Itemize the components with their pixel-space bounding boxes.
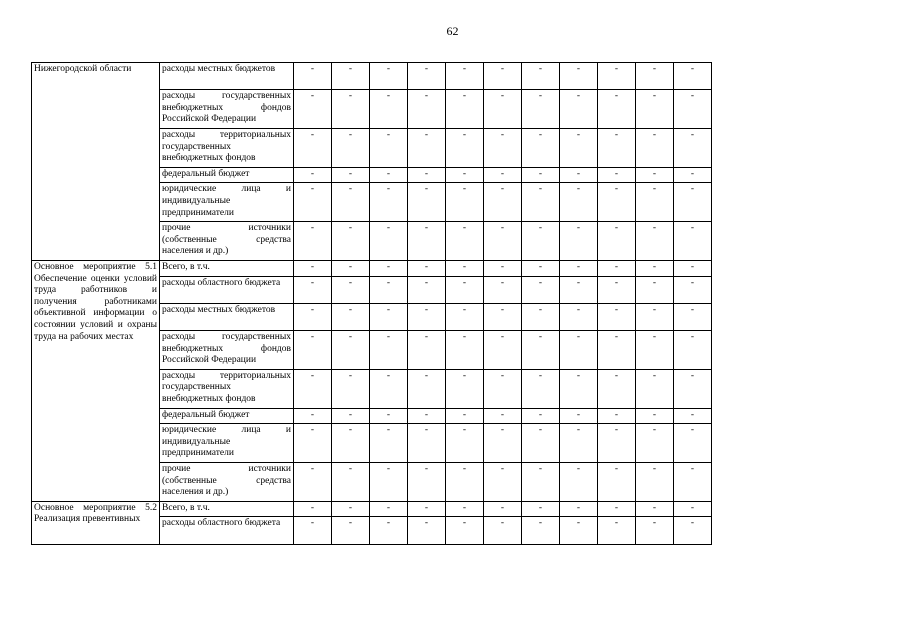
value-cell: - [408,408,446,424]
value-cell: - [446,424,484,463]
value-cell: - [560,183,598,222]
value-cell: - [560,330,598,369]
value-cell: - [598,90,636,129]
value-cell: - [674,63,712,90]
value-cell: - [674,128,712,167]
value-cell: - [484,90,522,129]
funding-source-cell: расходы областного бюджета [160,276,294,303]
value-cell: - [370,183,408,222]
value-cell: - [560,260,598,276]
value-cell: - [598,330,636,369]
value-cell: - [560,369,598,408]
value-cell: - [636,462,674,501]
value-cell: - [674,167,712,183]
value-cell: - [294,517,332,544]
value-cell: - [560,501,598,517]
value-cell: - [294,167,332,183]
value-cell: - [598,517,636,544]
value-cell: - [408,369,446,408]
value-cell: - [674,424,712,463]
value-cell: - [484,222,522,261]
funding-source-cell: Всего, в т.ч. [160,501,294,517]
value-cell: - [522,128,560,167]
value-cell: - [446,369,484,408]
value-cell: - [408,424,446,463]
value-cell: - [522,90,560,129]
value-cell: - [446,501,484,517]
value-cell: - [674,462,712,501]
funding-source-cell: Всего, в т.ч. [160,260,294,276]
value-cell: - [370,408,408,424]
value-cell: - [598,260,636,276]
value-cell: - [370,167,408,183]
value-cell: - [446,128,484,167]
funding-source-cell: юридические лица и индивидуальные предприниматели [160,183,294,222]
funding-source-cell: прочие источники (собственные средства населения и др.) [160,462,294,501]
value-cell: - [446,260,484,276]
value-cell: - [636,408,674,424]
value-cell: - [332,369,370,408]
value-cell: - [674,369,712,408]
measure-name: Нижегородской области [34,64,132,74]
funding-source-cell: расходы государственных внебюджетных фондов Российской Федерации [160,90,294,129]
value-cell: - [294,222,332,261]
value-cell: - [294,330,332,369]
value-cell: - [598,408,636,424]
value-cell: - [636,63,674,90]
value-cell: - [522,369,560,408]
value-cell: - [636,90,674,129]
value-cell: - [484,167,522,183]
value-cell: - [408,183,446,222]
value-cell: - [636,369,674,408]
value-cell: - [522,462,560,501]
value-cell: - [370,90,408,129]
value-cell: - [522,167,560,183]
value-cell: - [294,260,332,276]
value-cell: - [522,260,560,276]
value-cell: - [598,369,636,408]
value-cell: - [332,517,370,544]
value-cell: - [560,128,598,167]
value-cell: - [484,260,522,276]
value-cell: - [484,369,522,408]
value-cell: - [408,260,446,276]
value-cell: - [332,303,370,330]
value-cell: - [560,90,598,129]
measure-name-cell [32,63,160,261]
value-cell: - [522,408,560,424]
value-cell: - [522,63,560,90]
value-cell: - [446,90,484,129]
value-cell: - [446,183,484,222]
value-cell: - [370,462,408,501]
value-cell: - [408,517,446,544]
value-cell: - [636,424,674,463]
value-cell: - [636,167,674,183]
value-cell: - [294,63,332,90]
funding-source-cell: расходы территориальных государственных внебюджетных фондов [160,128,294,167]
value-cell: - [408,501,446,517]
value-cell: - [294,408,332,424]
value-cell: - [332,90,370,129]
value-cell: - [560,167,598,183]
table-row [32,260,712,276]
measure-name: Основное мероприятие 5.2 Реализация превентивных [34,502,157,525]
table-row [32,501,712,517]
value-cell: - [446,303,484,330]
value-cell: - [294,501,332,517]
value-cell: - [674,183,712,222]
value-cell: - [446,276,484,303]
measure-name-cell [32,260,160,501]
value-cell: - [332,260,370,276]
value-cell: - [332,408,370,424]
value-cell: - [560,222,598,261]
value-cell: - [446,408,484,424]
funding-source-cell: расходы территориальных государственных внебюджетных фондов [160,369,294,408]
value-cell: - [636,330,674,369]
value-cell: - [408,303,446,330]
value-cell: - [522,303,560,330]
value-cell: - [332,128,370,167]
value-cell: - [446,167,484,183]
table-row [32,63,712,90]
value-cell: - [598,276,636,303]
funding-source-cell: федеральный бюджет [160,408,294,424]
value-cell: - [560,63,598,90]
value-cell: - [598,424,636,463]
value-cell: - [674,330,712,369]
value-cell: - [598,462,636,501]
value-cell: - [408,128,446,167]
value-cell: - [408,90,446,129]
value-cell: - [294,424,332,463]
value-cell: - [294,303,332,330]
value-cell: - [674,90,712,129]
value-cell: - [560,517,598,544]
value-cell: - [332,63,370,90]
value-cell: - [446,517,484,544]
value-cell: - [370,424,408,463]
value-cell: - [522,330,560,369]
value-cell: - [332,167,370,183]
value-cell: - [294,462,332,501]
value-cell: - [674,260,712,276]
value-cell: - [370,222,408,261]
value-cell: - [484,128,522,167]
value-cell: - [674,222,712,261]
value-cell: - [598,167,636,183]
value-cell: - [370,369,408,408]
value-cell: - [446,462,484,501]
value-cell: - [294,90,332,129]
value-cell: - [332,276,370,303]
funding-source-cell: расходы государственных внебюджетных фондов Российской Федерации [160,330,294,369]
value-cell: - [674,408,712,424]
measure-name-cell [32,501,160,544]
value-cell: - [522,222,560,261]
value-cell: - [408,330,446,369]
funding-source-cell: расходы местных бюджетов [160,303,294,330]
value-cell: - [598,501,636,517]
value-cell: - [674,276,712,303]
value-cell: - [522,501,560,517]
value-cell: - [370,63,408,90]
value-cell: - [484,183,522,222]
value-cell: - [636,501,674,517]
value-cell: - [370,330,408,369]
value-cell: - [636,276,674,303]
value-cell: - [598,63,636,90]
value-cell: - [674,501,712,517]
value-cell: - [560,462,598,501]
value-cell: - [408,167,446,183]
value-cell: - [484,408,522,424]
value-cell: - [598,222,636,261]
value-cell: - [484,501,522,517]
value-cell: - [408,462,446,501]
value-cell: - [484,517,522,544]
value-cell: - [636,183,674,222]
measure-name: Основное мероприятие 5.1 Обеспечение оценки условий труда работников и получения работниками объективной информации о состоянии условий и охраны труда на рабочих местах [34,261,157,342]
value-cell: - [674,517,712,544]
value-cell: - [332,330,370,369]
value-cell: - [332,424,370,463]
value-cell: - [522,183,560,222]
value-cell: - [522,517,560,544]
value-cell: - [636,260,674,276]
budget-table [31,62,712,545]
value-cell: - [332,501,370,517]
budget-table-body [32,63,712,545]
value-cell: - [370,501,408,517]
value-cell: - [636,303,674,330]
value-cell: - [522,276,560,303]
value-cell: - [332,222,370,261]
value-cell: - [560,276,598,303]
value-cell: - [370,128,408,167]
value-cell: - [294,369,332,408]
value-cell: - [446,222,484,261]
funding-source-cell: федеральный бюджет [160,167,294,183]
value-cell: - [484,330,522,369]
funding-source-cell: расходы областного бюджета [160,517,294,544]
value-cell: - [370,260,408,276]
value-cell: - [636,222,674,261]
value-cell: - [484,276,522,303]
value-cell: - [484,63,522,90]
value-cell: - [560,424,598,463]
value-cell: - [332,462,370,501]
value-cell: - [294,128,332,167]
value-cell: - [294,276,332,303]
value-cell: - [370,276,408,303]
value-cell: - [408,276,446,303]
value-cell: - [560,408,598,424]
value-cell: - [370,303,408,330]
value-cell: - [294,183,332,222]
value-cell: - [446,330,484,369]
value-cell: - [408,63,446,90]
funding-source-cell: прочие источники (собственные средства населения и др.) [160,222,294,261]
value-cell: - [484,462,522,501]
value-cell: - [636,128,674,167]
value-cell: - [598,303,636,330]
value-cell: - [560,303,598,330]
funding-source-cell: расходы местных бюджетов [160,63,294,90]
value-cell: - [484,303,522,330]
value-cell: - [598,128,636,167]
funding-source-cell: юридические лица и индивидуальные предприниматели [160,424,294,463]
value-cell: - [522,424,560,463]
value-cell: - [484,424,522,463]
value-cell: - [598,183,636,222]
value-cell: - [674,303,712,330]
value-cell: - [332,183,370,222]
value-cell: - [370,517,408,544]
page-number: 62 [446,24,459,38]
value-cell: - [446,63,484,90]
value-cell: - [408,222,446,261]
value-cell: - [636,517,674,544]
